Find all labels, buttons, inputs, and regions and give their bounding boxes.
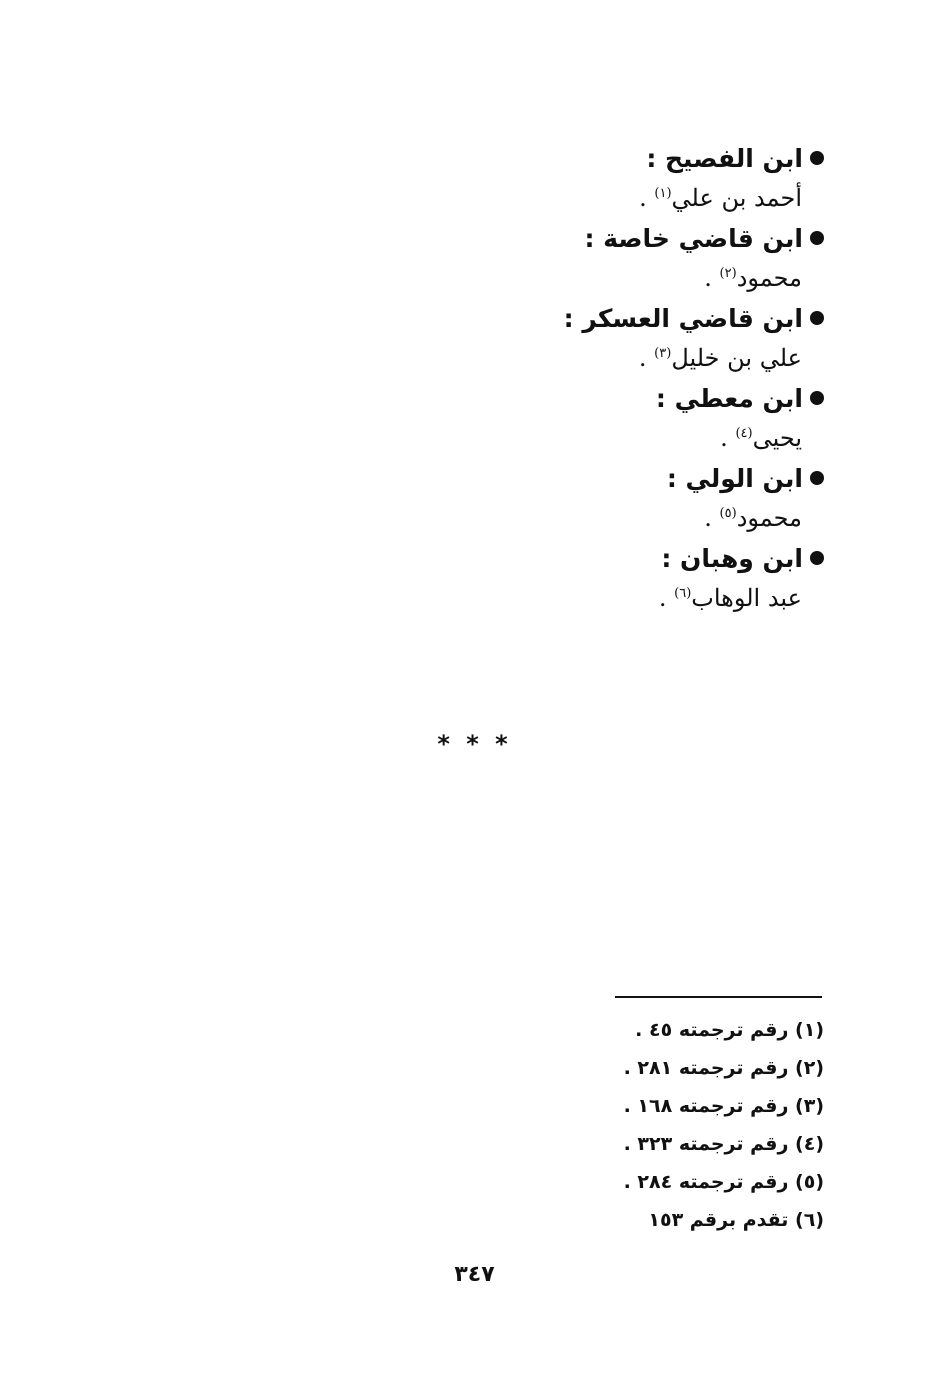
entries-list (304, 138, 824, 618)
entry (304, 138, 824, 218)
entry-value (304, 258, 824, 298)
entry-value (304, 578, 824, 618)
entry-value (304, 498, 824, 538)
entry-value-text: عبد الوهاب (691, 584, 802, 612)
bullet-icon (810, 311, 824, 325)
footnote-ref: (١) (654, 186, 672, 201)
bullet-icon (810, 391, 824, 405)
entry-heading-text: ابن الولي : (666, 463, 803, 493)
footnote-ref: (٥) (719, 506, 737, 521)
entry-value-end: . (704, 264, 720, 292)
footnote: (٢) رقم ترجمته ٢٨١ . (623, 1057, 824, 1079)
footnote-ref: (٣) (654, 346, 672, 361)
footnote: (٣) رقم ترجمته ١٦٨ . (623, 1095, 824, 1117)
footnote: (٥) رقم ترجمته ٢٨٤ . (623, 1171, 824, 1193)
entry-heading (304, 298, 824, 338)
bullet-icon (810, 551, 824, 565)
entry-value-end: . (638, 344, 655, 372)
entry-value-end: . (720, 424, 736, 452)
bullet-icon (810, 471, 824, 485)
footnote-ref: (٤) (735, 426, 753, 441)
entry-value (304, 178, 824, 218)
entry-value-text: محمود (736, 264, 802, 292)
entry-heading (304, 458, 824, 498)
entry-value (304, 338, 824, 378)
entry-value-text: يحيى (752, 424, 802, 452)
entry-heading (304, 138, 824, 178)
entry-heading (304, 538, 824, 578)
entry (304, 458, 824, 538)
entry-value-end: . (704, 504, 720, 532)
entry-heading (304, 218, 824, 258)
entry-value-text: علي بن خليل (671, 344, 802, 372)
footnote-divider (615, 996, 822, 998)
entry-value-end: . (658, 584, 675, 612)
entry-heading-text: ابن الفصيح : (646, 143, 803, 173)
entry-heading (304, 378, 824, 418)
bullet-icon (810, 231, 824, 245)
entry-heading-text: ابن قاضي العسكر : (563, 303, 803, 333)
entry (304, 538, 824, 618)
page-number: ٣٤٧ (454, 1262, 495, 1287)
footnote: (٦) تقدم برقم ١٥٣ (648, 1209, 824, 1231)
entry-value-text: محمود (736, 504, 802, 532)
footnotes-list (424, 1012, 824, 1240)
section-separator: * * * (437, 730, 512, 758)
footnote: (١) رقم ترجمته ٤٥ . (635, 1019, 824, 1041)
entry-value (304, 418, 824, 458)
footnote-ref: (٢) (719, 266, 737, 281)
entry (304, 378, 824, 458)
entry-heading-text: ابن وهبان : (661, 543, 803, 573)
entry-heading-text: ابن قاضي خاصة : (584, 223, 803, 253)
entry (304, 298, 824, 378)
footnote: (٤) رقم ترجمته ٣٢٣ . (623, 1133, 824, 1155)
bullet-icon (810, 151, 824, 165)
entry (304, 218, 824, 298)
entry-value-end: . (639, 184, 655, 212)
entry-heading-text: ابن معطي : (655, 383, 803, 413)
entry-value-text: أحمد بن علي (671, 184, 802, 212)
footnote-ref: (٦) (674, 586, 692, 601)
